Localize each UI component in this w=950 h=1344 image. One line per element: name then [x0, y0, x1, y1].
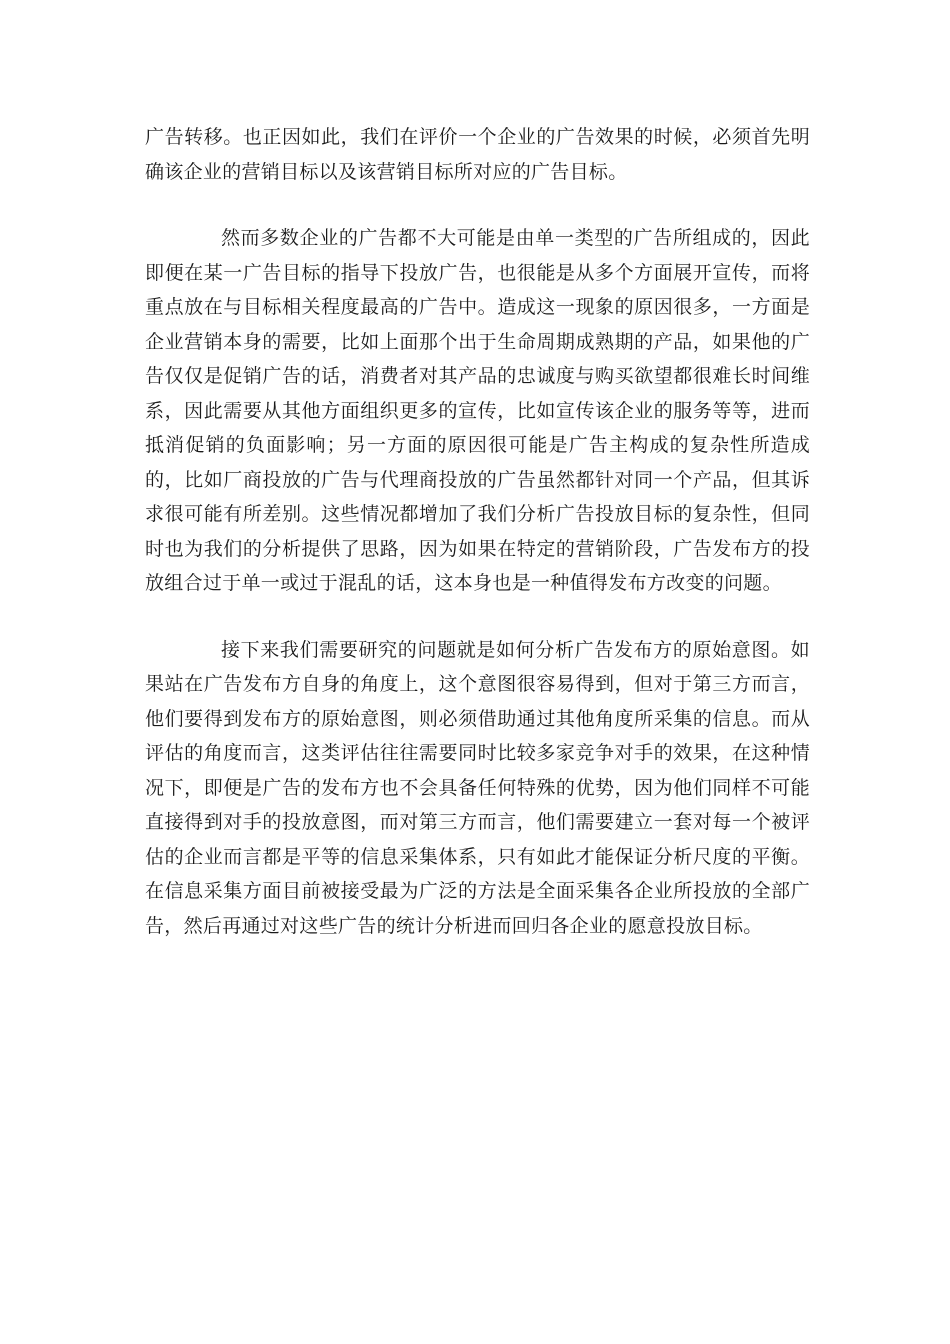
- paragraph-gap: [145, 601, 810, 633]
- paragraph-gap: [145, 189, 810, 221]
- paragraph-1: 广告转移。也正因如此，我们在评价一个企业的广告效果的时候，必须首先明确该企业的营销目标以及该营销目标所对应的广告目标。: [145, 126, 810, 183]
- paragraph-3: 接下来我们需要研究的问题就是如何分析广告发布方的原始意图。如果站在广告发布方自身的角度上，这个意图很容易得到，但对于第三方而言，他们要得到发布方的原始意图，则必须借助通过其他角度所采集的信息。而从评估的角度而言，这类评估往往需要同时比较多家竞争对手的效果，在这种情况下，即便是广告的发布方也不会具备任何特殊的优势，因为他们同样不可能直接得到对手的投放意图，而对第三方而言，他们需要建立一套对每一个被评估的企业而言都是平等的信息采集体系，只有如此才能保证分析尺度的平衡。在信息采集方面目前被接受最为广泛的方法是全面采集各企业所投放的全部广告，然后再通过对这些广告的统计分析进而回归各企业的愿意投放目标。: [145, 638, 810, 937]
- paragraph-2: 然而多数企业的广告都不大可能是由单一类型的广告所组成的，因此即便在某一广告目标的指导下投放广告，也很能是从多个方面展开宣传，而将重点放在与目标相关程度最高的广告中。造成这一现象的原因很多，一方面是企业营销本身的需要，比如上面那个出于生命周期成熟期的产品，如果他的广告仅仅是促销广告的话，消费者对其产品的忠诚度与购买欲望都很难长时间维系，因此需要从其他方面组织更多的宣传，比如宣传该企业的服务等等，进而抵消促销的负面影响；另一方面的原因很可能是广告主构成的复杂性所造成的，比如厂商投放的广告与代理商投放的广告虽然都针对同一个产品，但其诉求很可能有所差别。这些情况都增加了我们分析广告投放目标的复杂性，但同时也为我们的分析提供了思路，因为如果在特定的营销阶段，广告发布方的投放组合过于单一或过于混乱的话，这本身也是一种值得发布方改变的问题。: [145, 227, 810, 594]
- document-body: [145, 120, 810, 943]
